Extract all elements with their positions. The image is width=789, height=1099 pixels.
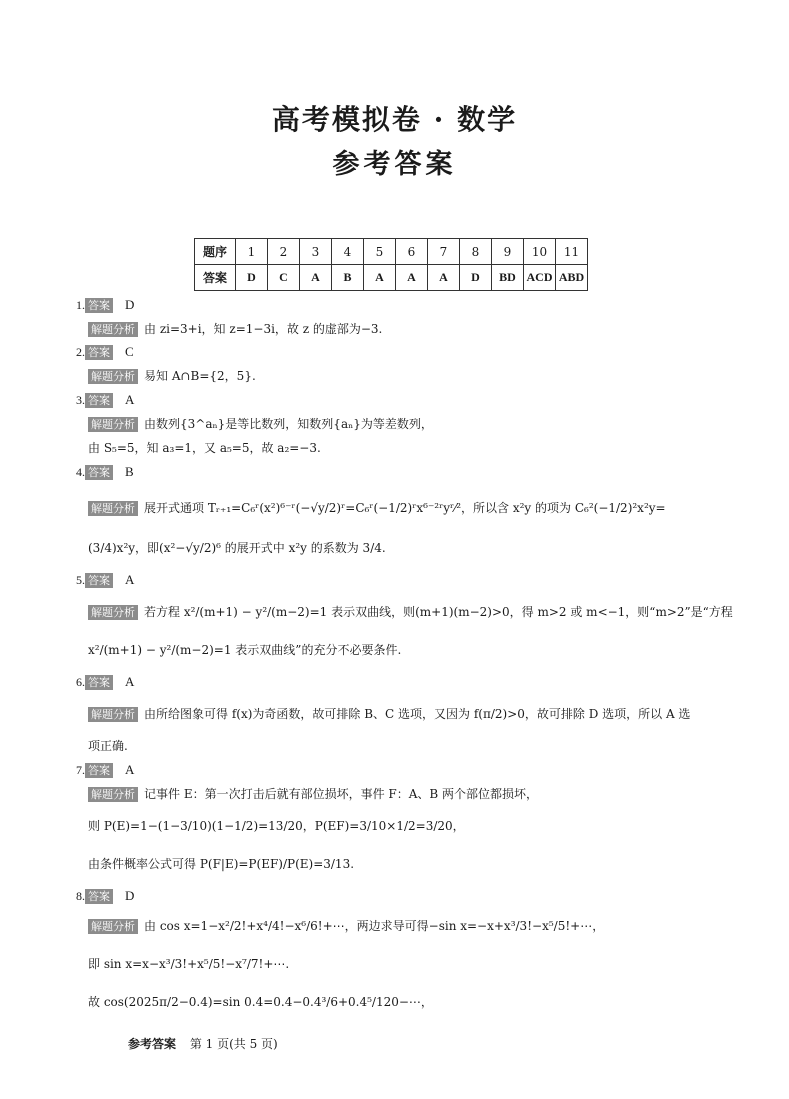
question-number: 1. <box>76 298 85 312</box>
answer-value: D <box>125 888 135 903</box>
question-1-analysis <box>88 321 382 337</box>
analysis-text: 由所给图象可得 f(x)为奇函数，故可排除 B、C 选项，又因为 f(π/2)>0，故可排除 D 选项，所以 A 选 <box>144 707 691 721</box>
question-5-answer <box>76 572 134 588</box>
analysis-continuation: (3/4)x²y，即(x²−√y/2)⁶ 的展开式中 x²y 的系数为 3/4. <box>88 541 386 555</box>
answer-value: B <box>125 464 134 479</box>
analysis-tag: 解题分析 <box>88 322 138 337</box>
answer-tag: 答案 <box>85 393 113 408</box>
analysis-tag: 解题分析 <box>88 787 138 802</box>
question-5-analysis <box>88 604 733 620</box>
analysis-tag: 解题分析 <box>88 605 138 620</box>
answer-tag: 答案 <box>85 345 113 360</box>
table-row <box>195 265 588 291</box>
answer-value: D <box>125 297 135 312</box>
table-cell: 6 <box>396 239 428 265</box>
question-8-analysis <box>88 918 604 934</box>
answer-value: A <box>125 762 135 777</box>
table-cell: ACD <box>524 265 556 291</box>
analysis-continuation: 由 S₅=5，知 a₃=1，又 a₅=5，故 a₂=−3. <box>88 441 321 455</box>
question-7-analysis <box>88 786 538 802</box>
page-title: 高考模拟卷 · 数学 <box>271 103 518 136</box>
analysis-continuation: 项正确. <box>88 739 128 753</box>
answer-tag: 答案 <box>85 763 113 778</box>
answer-tag: 答案 <box>85 465 113 480</box>
table-cell: 5 <box>364 239 396 265</box>
answer-tag: 答案 <box>85 675 113 690</box>
table-cell: D <box>236 265 268 291</box>
table-cell: ABD <box>556 265 588 291</box>
question-number: 3. <box>76 393 85 407</box>
answer-tag: 答案 <box>85 573 113 588</box>
question-1-answer <box>76 297 134 313</box>
analysis-continuation: x²/(m+1) − y²/(m−2)=1 表示双曲线”的充分不必要条件. <box>88 643 402 657</box>
answer-value: A <box>125 572 135 587</box>
analysis-tag: 解题分析 <box>88 501 138 516</box>
table-cell: A <box>300 265 332 291</box>
analysis-tag: 解题分析 <box>88 707 138 722</box>
answer-tag: 答案 <box>85 298 113 313</box>
table-cell: 1 <box>236 239 268 265</box>
table-cell: A <box>428 265 460 291</box>
question-number: 6. <box>76 675 85 689</box>
table-cell: B <box>332 265 364 291</box>
question-number: 7. <box>76 763 85 777</box>
question-number: 4. <box>76 465 85 479</box>
answer-value: A <box>125 392 135 407</box>
table-cell: 11 <box>556 239 588 265</box>
question-7-answer <box>76 762 134 778</box>
page-subtitle: 参考答案 <box>332 149 457 180</box>
answer-tag: 答案 <box>85 889 113 904</box>
analysis-tag: 解题分析 <box>88 919 138 934</box>
table-cell: 3 <box>300 239 332 265</box>
question-4-analysis <box>88 500 666 516</box>
question-3-analysis <box>88 416 433 432</box>
analysis-tag: 解题分析 <box>88 417 138 432</box>
analysis-continuation: 由条件概率公式可得 P(F|E)=P(EF)/P(E)=3/13. <box>88 857 355 871</box>
answer-value: A <box>125 674 135 689</box>
question-6-analysis <box>88 706 690 722</box>
table-row <box>195 239 588 265</box>
analysis-continuation: 故 cos(2025π/2−0.4)=sin 0.4=0.4−0.4³/6+0.4⁵/120−⋯， <box>88 995 433 1009</box>
question-4-answer <box>76 464 134 480</box>
question-6-answer <box>76 674 134 690</box>
analysis-text: 若方程 x²/(m+1) − y²/(m−2)=1 表示双曲线，则(m+1)(m−2)>0，得 m>2 或 m<−1，则“m>2”是“方程 <box>144 605 733 619</box>
table-cell: BD <box>492 265 524 291</box>
question-2-analysis <box>88 368 256 384</box>
page-number: 第 1 页(共 5 页) <box>189 1037 278 1051</box>
table-cell: 2 <box>268 239 300 265</box>
table-cell: A <box>364 265 396 291</box>
analysis-text: 记事件 E：第一次打击后就有部位损坏，事件 F：A、B 两个部位都损坏， <box>144 787 539 801</box>
table-cell: 7 <box>428 239 460 265</box>
table-cell: 9 <box>492 239 524 265</box>
table-cell: C <box>268 265 300 291</box>
analysis-text: 由 cos x=1−x²/2!+x⁴/4!−x⁶/6!+⋯，两边求导可得−sin x=−x+x³/3!−x⁵/5!+⋯， <box>144 919 605 933</box>
question-number: 2. <box>76 345 85 359</box>
table-cell: D <box>460 265 492 291</box>
analysis-text: 展开式通项 Tᵣ₊₁=C₆ʳ(x²)⁶⁻ʳ(−√y/2)ʳ=C₆ʳ(−1/2)ʳx⁶⁻²ʳyʳ⁄²，所以含 x²y 的项为 C₆²(−1/2)²x²y= <box>144 501 666 515</box>
analysis-text: 易知 A∩B={2，5}. <box>144 369 256 383</box>
row-label: 题序 <box>195 239 236 265</box>
analysis-tag: 解题分析 <box>88 369 138 384</box>
analysis-continuation: 即 sin x=x−x³/3!+x⁵/5!−x⁷/7!+⋯. <box>88 957 290 971</box>
question-number: 8. <box>76 889 85 903</box>
question-3-answer <box>76 392 134 408</box>
answer-table <box>194 238 588 291</box>
page-footer <box>128 1035 278 1052</box>
table-cell: 4 <box>332 239 364 265</box>
answer-value: C <box>125 344 134 359</box>
table-cell: 8 <box>460 239 492 265</box>
row-label: 答案 <box>195 265 236 291</box>
question-2-answer <box>76 344 134 360</box>
analysis-text: 由数列{3^aₙ}是等比数列，知数列{aₙ}为等差数列， <box>144 417 433 431</box>
table-cell: 10 <box>524 239 556 265</box>
analysis-text: 由 zi=3+i，知 z=1−3i，故 z 的虚部为−3. <box>144 322 383 336</box>
question-number: 5. <box>76 573 85 587</box>
table-cell: A <box>396 265 428 291</box>
footer-label: 参考答案 <box>128 1037 177 1051</box>
analysis-continuation: 则 P(E)=1−(1−3/10)(1−1/2)=13/20，P(EF)=3/10×1/2=3/20， <box>88 819 465 833</box>
question-8-answer <box>76 888 134 904</box>
